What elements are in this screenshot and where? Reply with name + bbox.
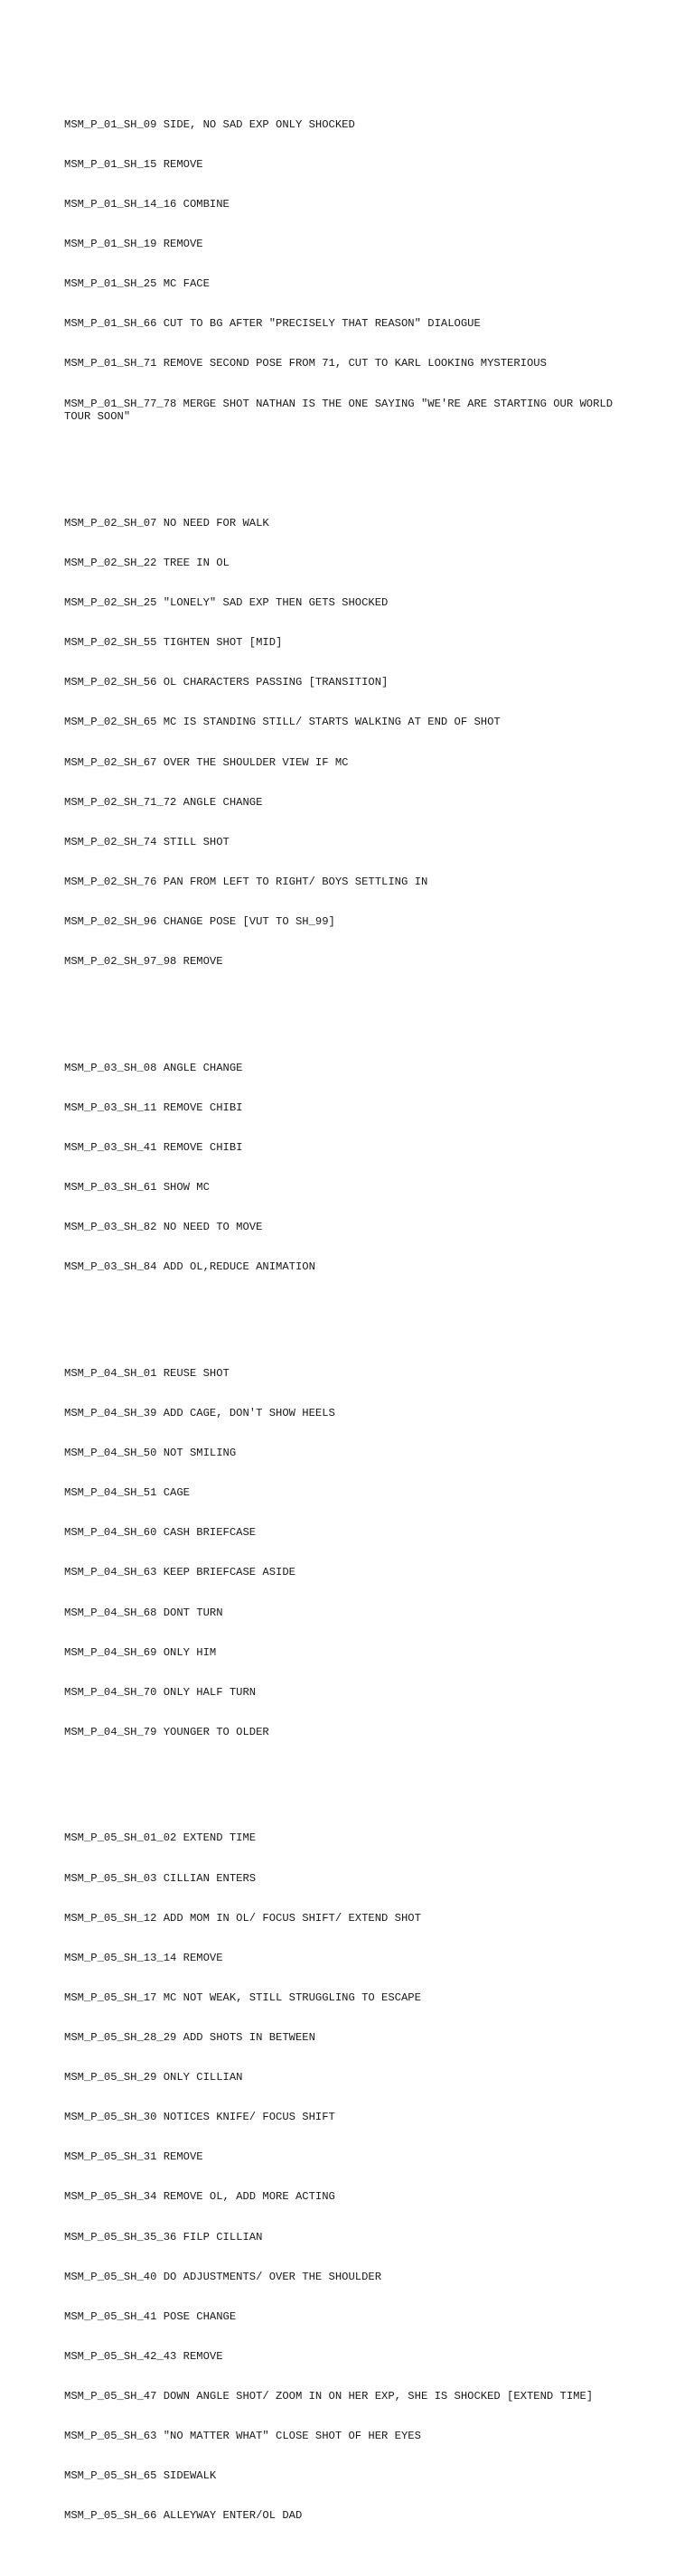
note-line: MSM_P_01_SH_71 REMOVE SECOND POSE FROM 71, CUT TO KARL LOOKING MYSTERIOUS [64, 357, 547, 370]
note-line: MSM_P_01_SH_14_16 COMBINE [64, 198, 230, 211]
note-line: MSM_P_02_SH_74 STILL SHOT [64, 835, 230, 848]
note-line: MSM_P_02_SH_65 MC IS STANDING STILL/ STARTS WALKING AT END OF SHOT [64, 716, 501, 729]
notes-document [64, 65, 642, 2576]
note-line: MSM_P_01_SH_15 REMOVE [64, 157, 203, 171]
note-line: MSM_P_05_SH_63 "NO MATTER WHAT" CLOSE SHOT OF HER EYES [64, 2430, 421, 2443]
note-line: MSM_P_02_SH_56 OL CHARACTERS PASSING [TRANSITION] [64, 676, 389, 689]
note-line: MSM_P_05_SH_34 REMOVE OL, ADD MORE ACTING [64, 2190, 335, 2204]
note-line: MSM_P_05_SH_41 POSE CHANGE [64, 2309, 237, 2323]
note-line: MSM_P_01_SH_66 CUT TO BG AFTER "PRECISELY THAT REASON" DIALOGUE [64, 317, 481, 331]
note-line: MSM_P_02_SH_55 TIGHTEN SHOT [MID] [64, 636, 283, 650]
note-line: MSM_P_02_SH_76 PAN FROM LEFT TO RIGHT/ BOYS SETTLING IN [64, 875, 428, 888]
note-line: MSM_P_02_SH_22 TREE IN OL [64, 557, 230, 569]
note-line: MSM_P_05_SH_12 ADD MOM IN OL/ FOCUS SHIFT/ EXTEND SHOT [64, 1911, 421, 1925]
note-line: MSM_P_05_SH_01_02 EXTEND TIME [64, 1831, 257, 1845]
note-line: MSM_P_04_SH_70 ONLY HALF TURN [64, 1685, 257, 1699]
note-line: MSM_P_01_SH_19 REMOVE [64, 238, 203, 251]
note-line: MSM_P_03_SH_11 REMOVE CHIBI [64, 1101, 243, 1114]
note-line: MSM_P_05_SH_17 MC NOT WEAK, STILL STRUGGLING TO ESCAPE [64, 1991, 421, 2004]
note-line: MSM_P_05_SH_35_36 FILP CILLIAN [64, 2230, 263, 2243]
note-line: MSM_P_05_SH_47 DOWN ANGLE SHOT/ ZOOM IN ON HER EXP, SHE IS SHOCKED [EXTEND TIME] [64, 2389, 594, 2403]
section-p03 [64, 1035, 642, 1300]
note-line: MSM_P_02_SH_07 NO NEED FOR WALK [64, 516, 269, 529]
note-line: MSM_P_05_SH_65 SIDEWALK [64, 2469, 217, 2483]
note-line: MSM_P_05_SH_30 NOTICES KNIFE/ FOCUS SHIFT [64, 2111, 335, 2124]
note-line: MSM_P_05_SH_13_14 REMOVE [64, 1951, 223, 1964]
note-line: MSM_P_04_SH_50 NOT SMILING [64, 1447, 237, 1460]
note-line: MSM_P_04_SH_51 CAGE [64, 1486, 190, 1500]
note-line: MSM_P_03_SH_82 NO NEED TO MOVE [64, 1221, 263, 1234]
note-line: MSM_P_04_SH_68 DONT TURN [64, 1606, 223, 1619]
section-p04 [64, 1340, 642, 1766]
note-line: MSM_P_04_SH_69 ONLY HIM [64, 1645, 217, 1659]
section-p05 [64, 1805, 642, 2549]
note-line: MSM_P_05_SH_03 CILLIAN ENTERS [64, 1871, 257, 1885]
note-line: MSM_P_04_SH_63 KEEP BRIEFCASE ASIDE [64, 1566, 295, 1579]
note-line: MSM_P_04_SH_79 YOUNGER TO OLDER [64, 1725, 269, 1738]
section-p02 [64, 490, 642, 995]
note-line: MSM_P_03_SH_41 REMOVE CHIBI [64, 1140, 243, 1154]
note-line: MSM_P_02_SH_71_72 ANGLE CHANGE [64, 795, 263, 809]
note-line: MSM_P_05_SH_66 ALLEYWAY ENTER/OL DAD [64, 2509, 303, 2523]
note-line: MSM_P_05_SH_31 REMOVE [64, 2150, 203, 2164]
note-line: MSM_P_01_SH_77_78 MERGE SHOT NATHAN IS THE ONE SAYING "WE'RE ARE STARTING OUR WORLD TOUR SOON" [64, 397, 620, 424]
note-line: MSM_P_03_SH_84 ADD OL,REDUCE ANIMATION [64, 1260, 315, 1274]
note-line: MSM_P_03_SH_08 ANGLE CHANGE [64, 1061, 243, 1074]
note-line: MSM_P_05_SH_42_43 REMOVE [64, 2349, 223, 2363]
note-line: MSM_P_02_SH_97_98 REMOVE [64, 955, 223, 969]
note-line: MSM_P_03_SH_61 SHOW MC [64, 1181, 210, 1194]
note-line: MSM_P_05_SH_40 DO ADJUSTMENTS/ OVER THE SHOULDER [64, 2270, 382, 2283]
note-line: MSM_P_05_SH_28_29 ADD SHOTS IN BETWEEN [64, 2031, 315, 2044]
note-line: MSM_P_02_SH_25 "LONELY" SAD EXP THEN GETS SHOCKED [64, 596, 389, 610]
section-p01 [64, 91, 642, 450]
note-line: MSM_P_04_SH_01 REUSE SHOT [64, 1366, 230, 1380]
note-line: MSM_P_05_SH_29 ONLY CILLIAN [64, 2071, 243, 2084]
note-line: MSM_P_01_SH_25 MC FACE [64, 277, 210, 291]
note-line: MSM_P_01_SH_09 SIDE, NO SAD EXP ONLY SHOCKED [64, 117, 355, 131]
note-line: MSM_P_04_SH_60 CASH BRIEFCASE [64, 1526, 257, 1540]
note-line: MSM_P_02_SH_96 CHANGE POSE [VUT TO SH_99] [64, 914, 335, 928]
note-line: MSM_P_02_SH_67 OVER THE SHOULDER VIEW IF MC [64, 755, 349, 769]
note-line: MSM_P_04_SH_39 ADD CAGE, DON'T SHOW HEELS [64, 1406, 335, 1419]
